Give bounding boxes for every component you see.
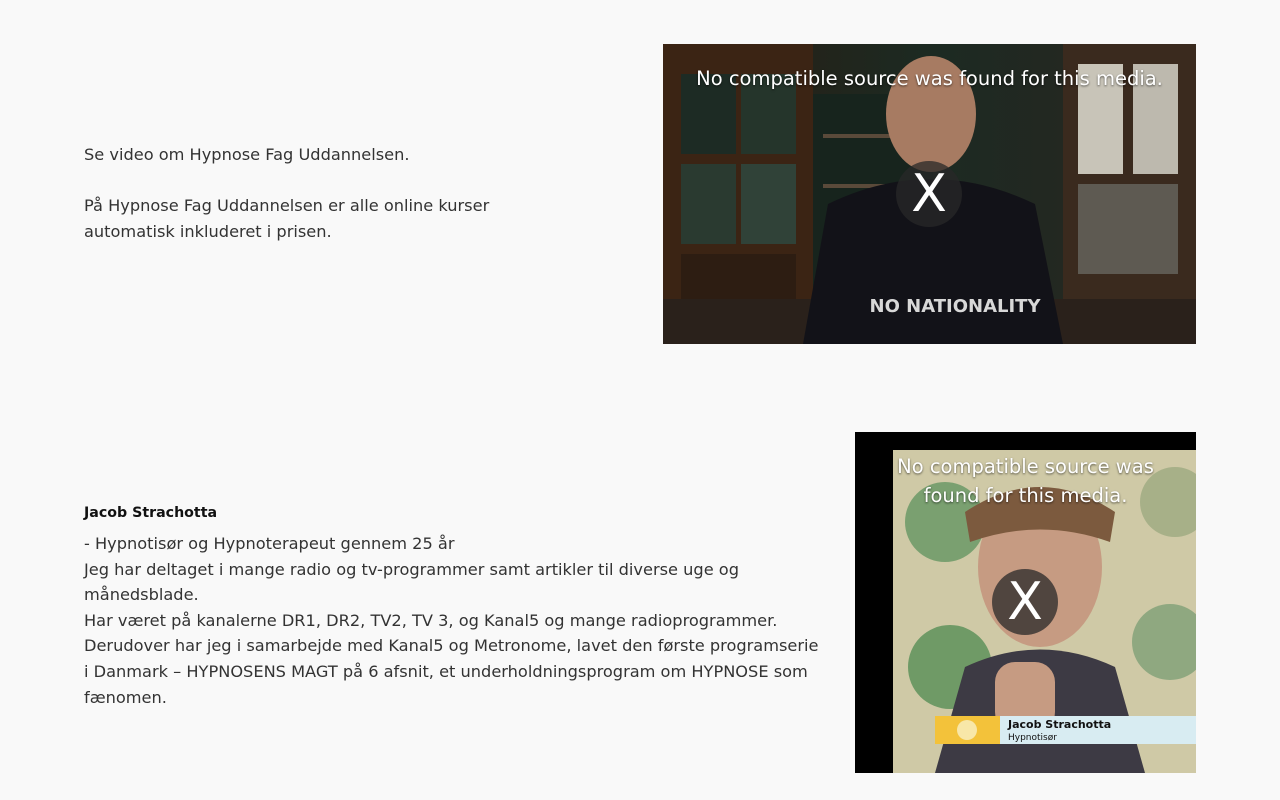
section2-paragraph-3: Har været på kanalerne DR1, DR2, TV2, TV 3, og Kanal5 og mange radioprogrammer. Derudover har jeg i samarbejde med Kanal5 og Metronome, lavet den første programserie i Danmark – HYPNOSENS MAGT på 6 afsnit, et underholdningsprogram om HYPNOSE som fænomen. bbox=[84, 610, 819, 707]
video-player-1[interactable] bbox=[663, 44, 1196, 344]
person-name: Jacob Strachotta bbox=[84, 505, 218, 521]
video-error-message-2: No compatible source was found for this media. bbox=[897, 455, 1154, 507]
section2-text bbox=[84, 503, 824, 710]
close-icon[interactable]: X bbox=[896, 161, 962, 227]
caption-name: Jacob Strachotta bbox=[1008, 718, 1112, 731]
video-player-2[interactable] bbox=[855, 432, 1196, 773]
section2-paragraph-1: - Hypnotisør og Hypnoterapeut gennem 25 år bbox=[84, 534, 455, 553]
section1-paragraph-1: Se video om Hypnose Fag Uddannelsen. bbox=[84, 145, 410, 164]
section1-text bbox=[84, 142, 584, 244]
section2-paragraph-2: Jeg har deltaget i mange radio og tv-programmer samt artikler til diverse uge og månedsblade. bbox=[84, 559, 739, 605]
shirt-text: NO NATIONALITY bbox=[869, 296, 1041, 317]
caption-title: Hypnotisør bbox=[1008, 733, 1057, 743]
close-icon[interactable]: X bbox=[992, 569, 1058, 635]
section1-paragraph-2: På Hypnose Fag Uddannelsen er alle online kurser automatisk inkluderet i prisen. bbox=[84, 196, 490, 241]
video-error-message-1: No compatible source was found for this media. bbox=[696, 67, 1163, 90]
